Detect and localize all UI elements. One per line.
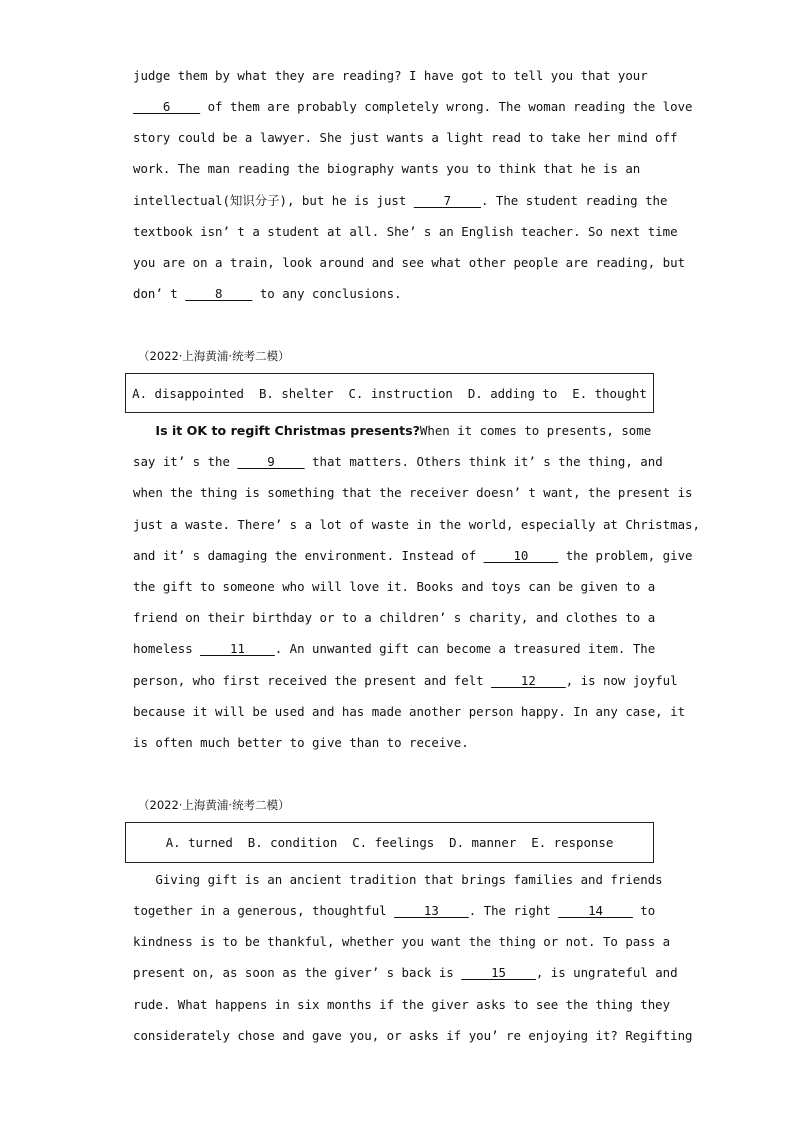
text-line: when the thing is something that the receiver doesn’ t want, the present is xyxy=(133,485,693,500)
text-line: kindness is to be thankful, whether you want the thing or not. To pass a xyxy=(133,934,671,949)
blank-12: ____12____ xyxy=(491,673,566,688)
blank-13: ____13____ xyxy=(394,903,469,918)
blank-14: ____14____ xyxy=(558,903,633,918)
word-bank-options: A. turned B. condition C. feelings D. manner E. response xyxy=(165,835,614,850)
text-line: don’ t ____8____ to any conclusions. xyxy=(133,286,402,301)
word-bank-box xyxy=(125,373,654,413)
blank-7: ____7____ xyxy=(413,193,481,208)
source-label: （2022·上海黄浦·统考二模） xyxy=(138,349,290,363)
blank-15: ____15____ xyxy=(461,965,536,980)
text-line: you are on a train, look around and see what other people are reading, but xyxy=(133,255,686,270)
text-line: intellectual(知识分子), but he is just ____7____. The student reading the xyxy=(133,193,668,208)
text-line: person, who first received the present and felt ____12____, is now joyful xyxy=(133,673,678,688)
blank-11: ____11____ xyxy=(200,641,275,656)
source-label: （2022·上海黄浦·统考二模） xyxy=(138,798,290,812)
text-line: the gift to someone who will love it. Books and toys can be given to a xyxy=(133,579,656,594)
text-line: say it’ s the ____9____ that matters. Others think it’ s the thing, and xyxy=(133,454,663,469)
text-line: and it’ s damaging the environment. Instead of ____10____ the problem, give xyxy=(133,548,693,563)
text-line: is often much better to give than to receive. xyxy=(133,735,469,750)
text-line: rude. What happens in six months if the giver asks to see the thing they xyxy=(133,997,671,1012)
text-line: work. The man reading the biography wants you to think that he is an xyxy=(133,161,641,176)
passage-title: Is it OK to regift Christmas presents? xyxy=(155,423,420,438)
text-line: present on, as soon as the giver’ s back is ____15____, is ungrateful and xyxy=(133,965,678,980)
blank-8: ____8____ xyxy=(185,286,253,301)
text-line: judge them by what they are reading? I have got to tell you that your xyxy=(133,68,648,83)
text-line: ____6____ of them are probably completely wrong. The woman reading the love xyxy=(133,99,693,114)
text-line: just a waste. There’ s a lot of waste in the world, especially at Christmas, xyxy=(133,517,700,532)
word-bank-box xyxy=(125,822,654,863)
blank-9: ____9____ xyxy=(237,454,305,469)
blank-10: ____10____ xyxy=(483,548,559,563)
blank-6: ____6____ xyxy=(133,99,201,114)
text-line: together in a generous, thoughtful ____13____. The right ____14____ to xyxy=(133,903,656,918)
text-line: considerately chose and gave you, or asks if you’ re enjoying it? Regifting xyxy=(133,1028,693,1043)
text-line: Is it OK to regift Christmas presents?When it comes to presents, some xyxy=(155,423,652,438)
word-bank-options: A. disappointed B. shelter C. instruction D. adding to E. thought xyxy=(132,385,647,401)
text-line: story could be a lawyer. She just wants a light read to take her mind off xyxy=(133,130,678,145)
text-line: Giving gift is an ancient tradition that brings families and friends xyxy=(133,872,663,887)
text-line: homeless ____11____. An unwanted gift can become a treasured item. The xyxy=(133,641,656,656)
text-line: friend on their birthday or to a children’ s charity, and clothes to a xyxy=(133,610,656,625)
text-line: textbook isn’ t a student at all. She’ s an English teacher. So next time xyxy=(133,224,678,239)
text-line: because it will be used and has made another person happy. In any case, it xyxy=(133,704,686,719)
